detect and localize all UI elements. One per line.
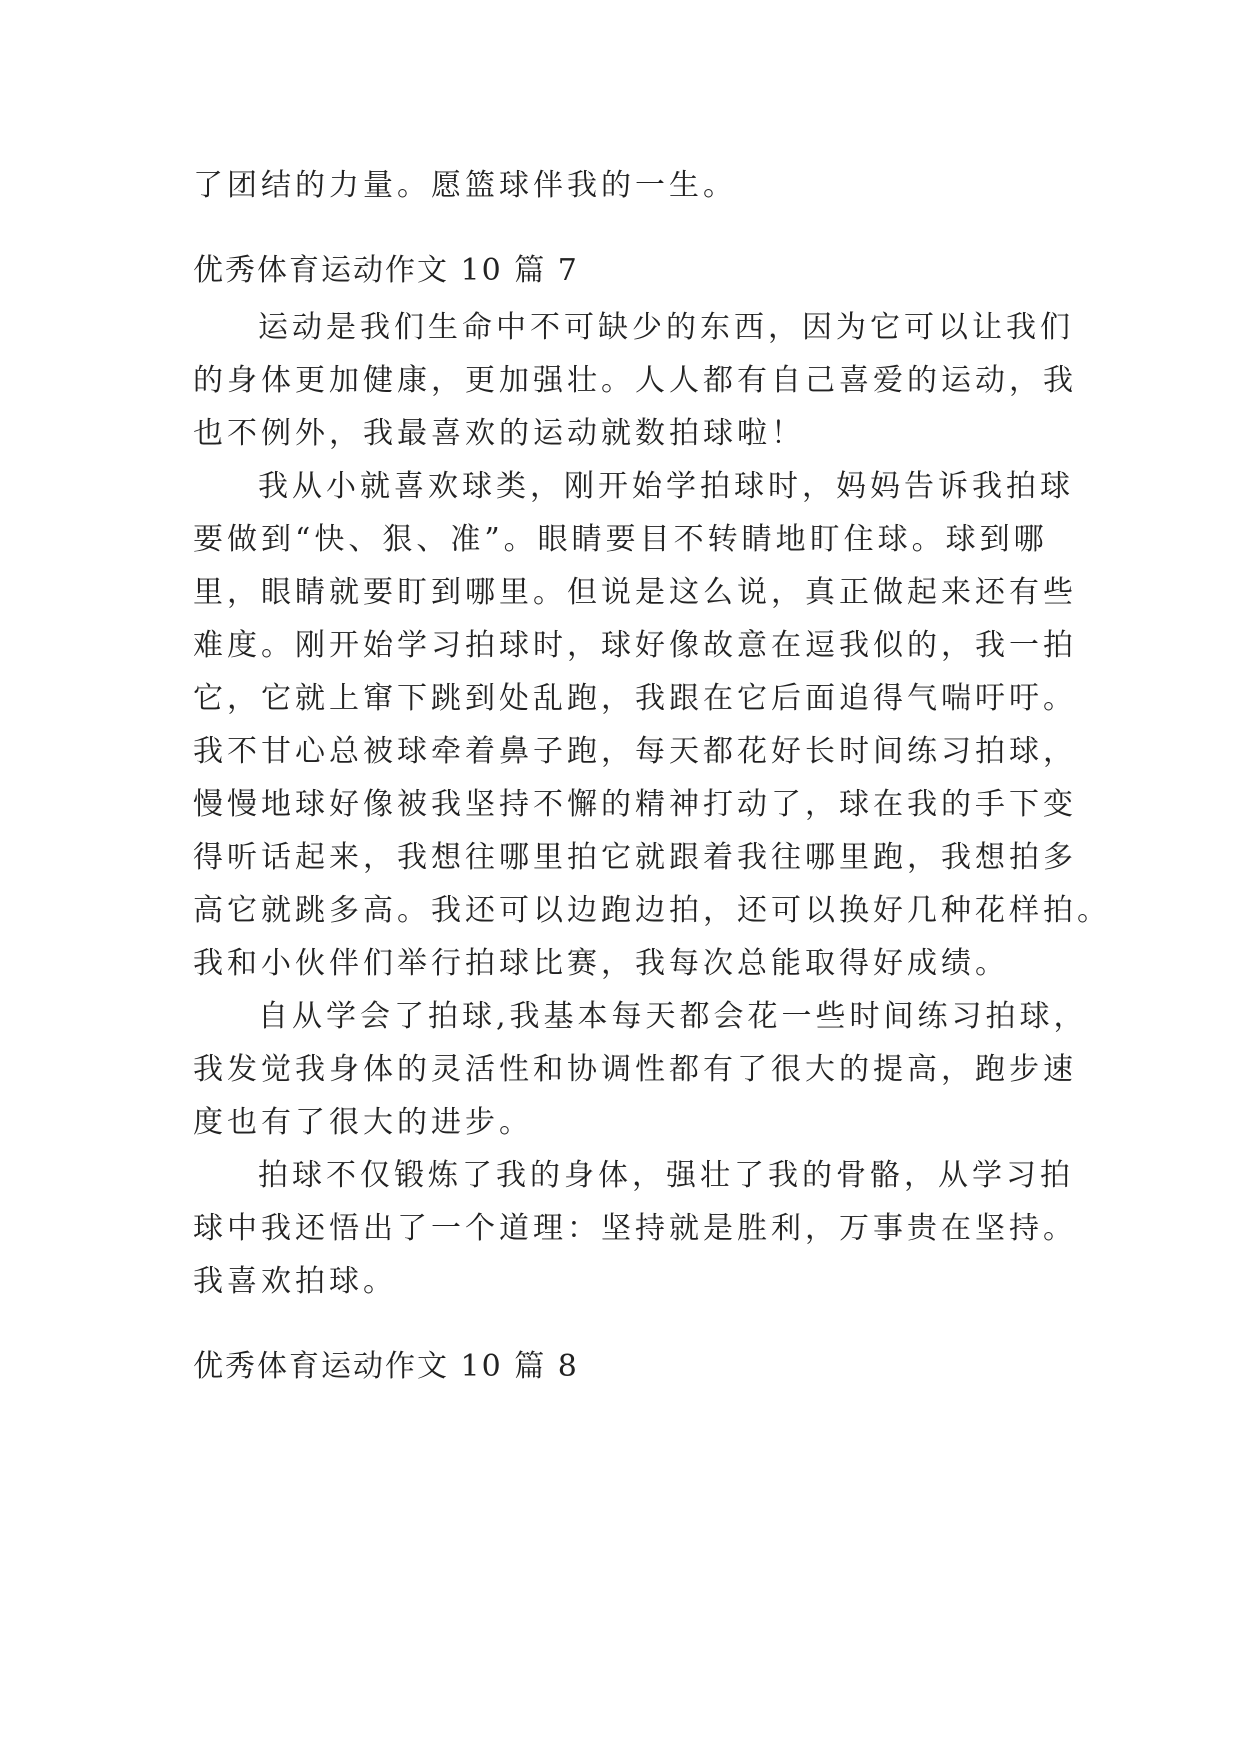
paragraph-line: 我从小就喜欢球类，刚开始学拍球时，妈妈告诉我拍球 xyxy=(258,469,1074,504)
paragraph-line: 也不例外，我最喜欢的运动就数拍球啦！ xyxy=(193,416,805,451)
paragraph-line: 运动是我们生命中不可缺少的东西，因为它可以让我们 xyxy=(258,310,1074,345)
paragraph-line: 我发觉我身体的灵活性和协调性都有了很大的提高，跑步速 xyxy=(193,1052,1077,1087)
section-8-heading: 优秀体育运动作文 10 篇 8 xyxy=(193,1349,579,1384)
intro-tail-line: 了团结的力量。愿篮球伴我的一生。 xyxy=(193,168,737,203)
paragraph-line: 球中我还悟出了一个道理：坚持就是胜利，万事贵在坚持。 xyxy=(193,1211,1077,1246)
paragraph-line: 我和小伙伴们举行拍球比赛，我每次总能取得好成绩。 xyxy=(193,946,1009,981)
paragraph-line: 拍球不仅锻炼了我的身体，强壮了我的骨骼，从学习拍 xyxy=(258,1158,1074,1193)
section-7-heading: 优秀体育运动作文 10 篇 7 xyxy=(193,253,579,288)
paragraph-line: 得听话起来，我想往哪里拍它就跟着我往哪里跑，我想拍多 xyxy=(193,840,1077,875)
paragraph-line: 里，眼睛就要盯到哪里。但说是这么说，真正做起来还有些 xyxy=(193,575,1077,610)
paragraph-line: 的身体更加健康，更加强壮。人人都有自己喜爱的运动，我 xyxy=(193,363,1077,398)
paragraph-line: 我不甘心总被球牵着鼻子跑，每天都花好长时间练习拍球， xyxy=(193,734,1077,769)
paragraph-line: 慢慢地球好像被我坚持不懈的精神打动了，球在我的手下变 xyxy=(193,787,1077,822)
paragraph-line: 度也有了很大的进步。 xyxy=(193,1105,533,1140)
paragraph-line: 难度。刚开始学习拍球时，球好像故意在逗我似的，我一拍 xyxy=(193,628,1077,663)
paragraph-line: 高它就跳多高。我还可以边跑边拍，还可以换好几种花样拍。 xyxy=(193,893,1111,928)
paragraph-line: 我喜欢拍球。 xyxy=(193,1264,397,1299)
paragraph-line: 它，它就上窜下跳到处乱跑，我跟在它后面追得气喘吁吁。 xyxy=(193,681,1077,716)
paragraph-line: 要做到“快、狠、准”。眼睛要目不转睛地盯住球。球到哪 xyxy=(193,522,1048,557)
paragraph-line: 自从学会了拍球,我基本每天都会花一些时间练习拍球， xyxy=(258,999,1088,1034)
